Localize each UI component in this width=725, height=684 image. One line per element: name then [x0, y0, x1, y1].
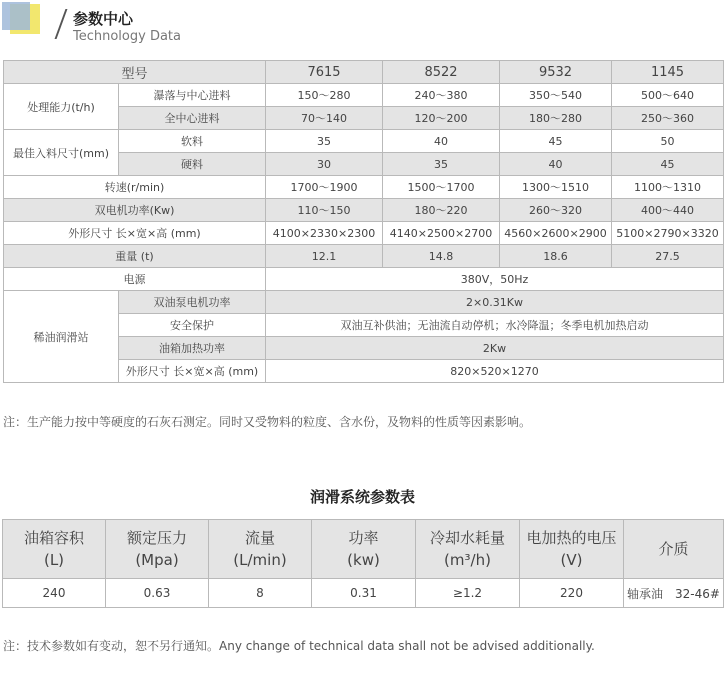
value-cell: 4560×2600×2900 — [500, 222, 612, 245]
value-cell: 380V，50Hz — [266, 268, 724, 291]
table-row — [4, 291, 724, 314]
row-label: 硬料 — [119, 153, 266, 176]
group-label: 最佳入料尺寸(mm) — [4, 130, 119, 176]
column-header: 功率 (kw) — [312, 520, 416, 579]
value-cell: 8 — [209, 579, 312, 608]
value-cell: 70～140 — [266, 107, 383, 130]
column-header: 介质 — [624, 520, 724, 579]
value-cell: 260～320 — [500, 199, 612, 222]
value-cell: 250～360 — [612, 107, 724, 130]
value-cell: 110～150 — [266, 199, 383, 222]
column-header: 冷却水耗量 (m³/h) — [416, 520, 520, 579]
row-label: 外形尺寸 长×宽×高 (mm) — [119, 360, 266, 383]
row-label: 全中心进料 — [119, 107, 266, 130]
row-label: 软料 — [119, 130, 266, 153]
divider-slash — [55, 9, 68, 39]
logo-square-blue — [2, 2, 30, 30]
column-header: 电加热的电压 (V) — [520, 520, 624, 579]
table-row — [4, 130, 724, 153]
value-cell: 30 — [266, 153, 383, 176]
row-label: 油箱加热功率 — [119, 337, 266, 360]
value-cell: 双油互补供油；无油流自动停机；水冷降温；冬季电机加热启动 — [266, 314, 724, 337]
value-cell: 1700～1900 — [266, 176, 383, 199]
row-label: 转速(r/min) — [4, 176, 266, 199]
value-cell: 820×520×1270 — [266, 360, 724, 383]
row-label: 安全保护 — [119, 314, 266, 337]
row-label: 重量 (t) — [4, 245, 266, 268]
group-label: 处理能力(t/h) — [4, 84, 119, 130]
value-cell: 4140×2500×2700 — [383, 222, 500, 245]
value-cell: 轴承油 32-46# — [624, 579, 724, 608]
value-cell: 180～280 — [500, 107, 612, 130]
page-subtitle: Technology Data — [73, 29, 181, 44]
value-cell: 350～540 — [500, 84, 612, 107]
value-cell: 45 — [500, 130, 612, 153]
value-cell: 0.31 — [312, 579, 416, 608]
value-cell: 18.6 — [500, 245, 612, 268]
table-row — [4, 245, 724, 268]
value-cell: 400～440 — [612, 199, 724, 222]
model-cell: 1145 — [612, 61, 724, 84]
value-cell: 4100×2330×2300 — [266, 222, 383, 245]
value-cell: 40 — [500, 153, 612, 176]
section-header — [0, 0, 725, 50]
value-cell: 2Kw — [266, 337, 724, 360]
value-cell: 180～220 — [383, 199, 500, 222]
table-row — [4, 268, 724, 291]
value-cell: 240～380 — [383, 84, 500, 107]
value-cell: 5100×2790×3320 — [612, 222, 724, 245]
value-cell: 120～200 — [383, 107, 500, 130]
value-cell: 240 — [3, 579, 106, 608]
table-row — [3, 579, 724, 608]
table-row — [4, 176, 724, 199]
row-label: 电源 — [4, 268, 266, 291]
value-cell: 35 — [266, 130, 383, 153]
model-cell: 9532 — [500, 61, 612, 84]
value-cell: 35 — [383, 153, 500, 176]
column-header: 额定压力 (Mpa) — [106, 520, 209, 579]
table-row — [4, 222, 724, 245]
value-cell: 1100～1310 — [612, 176, 724, 199]
row-label: 双电机功率(Kw) — [4, 199, 266, 222]
change-note: 注：技术参数如有变动，恕不另行通知。Any change of technical data shall not be advised additionally. — [3, 639, 595, 653]
model-label: 型号 — [4, 61, 266, 84]
spec-table — [3, 60, 724, 383]
row-label: 瀑落与中心进料 — [119, 84, 266, 107]
value-cell: 45 — [612, 153, 724, 176]
lube-table — [2, 519, 724, 608]
value-cell: 0.63 — [106, 579, 209, 608]
value-cell: 150～280 — [266, 84, 383, 107]
value-cell: 12.1 — [266, 245, 383, 268]
capacity-note: 注：生产能力按中等硬度的石灰石测定。同时又受物料的粒度、含水份，及物料的性质等因素影响。 — [3, 415, 532, 429]
table-row — [4, 61, 724, 84]
value-cell: 50 — [612, 130, 724, 153]
value-cell: 27.5 — [612, 245, 724, 268]
value-cell: 14.8 — [383, 245, 500, 268]
row-label: 双油泵电机功率 — [119, 291, 266, 314]
lube-table-title: 润滑系统参数表 — [309, 488, 415, 506]
value-cell: 500～640 — [612, 84, 724, 107]
table-header-row — [3, 520, 724, 579]
value-cell: 1300～1510 — [500, 176, 612, 199]
column-header: 流量 (L/min) — [209, 520, 312, 579]
column-header: 油箱容积 (L) — [3, 520, 106, 579]
value-cell: ≥1.2 — [416, 579, 520, 608]
group-label: 稀油润滑站 — [4, 291, 119, 383]
model-cell: 7615 — [266, 61, 383, 84]
model-cell: 8522 — [383, 61, 500, 84]
row-label: 外形尺寸 长×宽×高 (mm) — [4, 222, 266, 245]
value-cell: 1500～1700 — [383, 176, 500, 199]
value-cell: 2×0.31Kw — [266, 291, 724, 314]
page-title: 参数中心 — [73, 10, 134, 28]
table-row — [4, 199, 724, 222]
value-cell: 220 — [520, 579, 624, 608]
value-cell: 40 — [383, 130, 500, 153]
table-row — [4, 84, 724, 107]
